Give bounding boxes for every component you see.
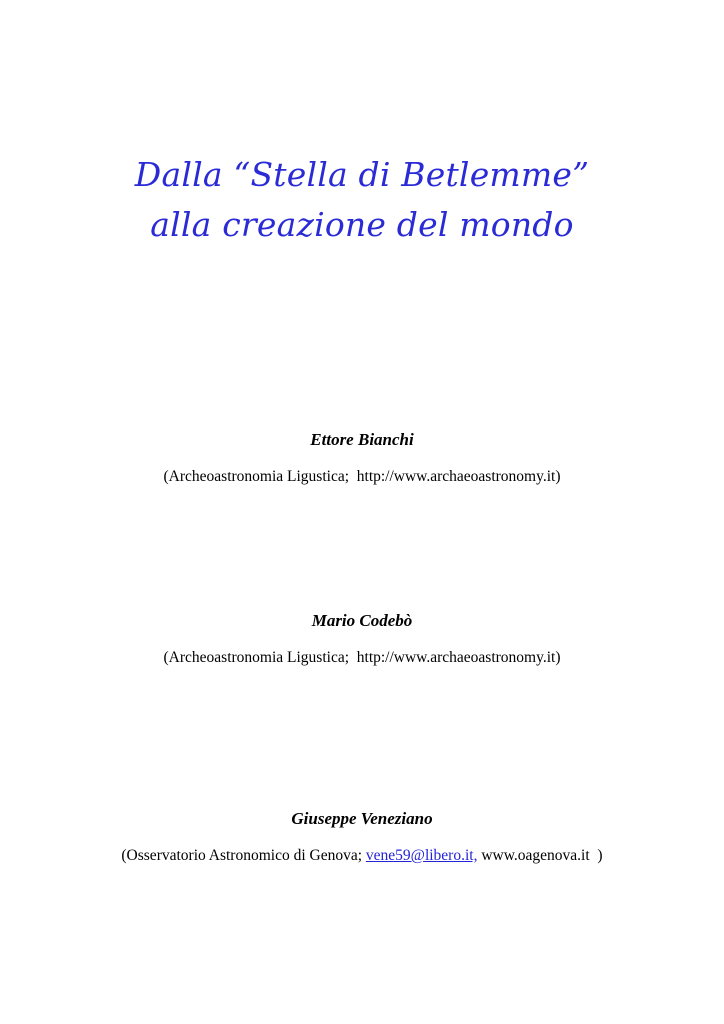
author-affiliation: (Archeoastronomia Ligustica; http://www.archaeoastronomy.it) xyxy=(163,649,561,666)
author-name: Mario Codebò xyxy=(311,611,413,630)
author-block-codebo xyxy=(0,610,724,668)
author-affiliation: (Archeoastronomia Ligustica; http://www.archaeoastronomy.it) xyxy=(163,468,561,485)
affiliation-prefix: (Osservatorio Astronomico di Genova; xyxy=(121,847,366,864)
author-block-veneziano xyxy=(0,808,724,866)
author-name: Ettore Bianchi xyxy=(310,430,414,449)
title-line-1: Dalla “Stella di Betlemme” xyxy=(134,155,590,194)
author-affiliation xyxy=(0,846,724,866)
email-link[interactable]: vene59@libero.it, xyxy=(365,847,478,864)
author-name: Giuseppe Veneziano xyxy=(291,809,433,828)
document-title xyxy=(0,150,724,250)
title-line-2: alla creazione del mondo xyxy=(150,205,574,244)
affiliation-suffix: www.oagenova.it ) xyxy=(477,847,603,864)
author-block-bianchi xyxy=(0,429,724,487)
